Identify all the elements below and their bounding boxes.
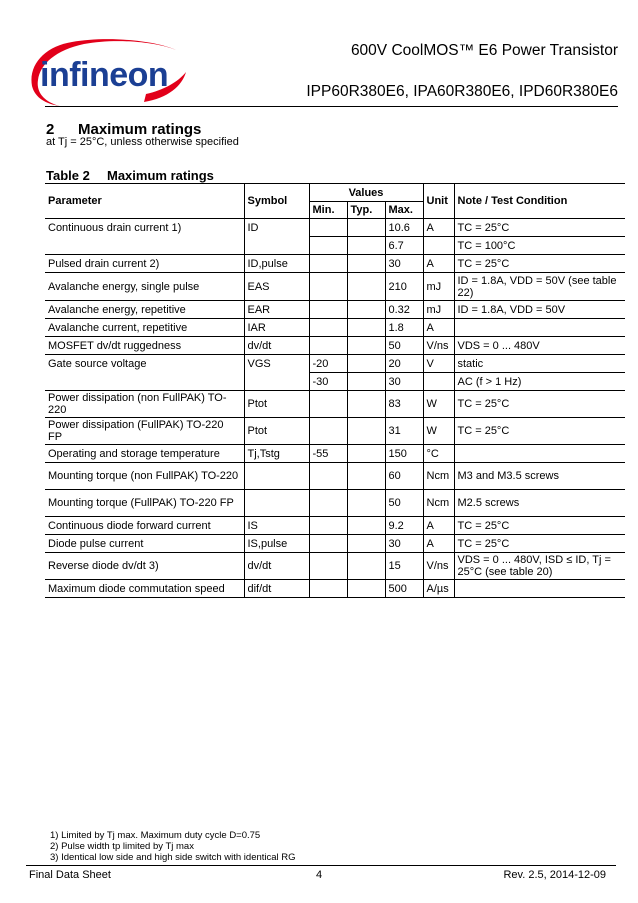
cell-max: 30 xyxy=(385,373,423,391)
cell-max: 15 xyxy=(385,553,423,580)
table-number: Table 2 xyxy=(46,168,90,183)
cell-unit: W xyxy=(423,418,454,445)
cell-max: 31 xyxy=(385,418,423,445)
table-row xyxy=(45,490,625,517)
cell-param: Gate source voltage xyxy=(48,357,147,370)
cell-max: 50 xyxy=(385,490,423,517)
cell-param: Power dissipation (FullPAK) TO-220 FP xyxy=(45,418,244,445)
cell-typ xyxy=(347,301,385,319)
logo-text: infineon xyxy=(40,56,169,94)
cell-param: Avalanche energy, repetitive xyxy=(45,301,244,319)
cell-unit: V/ns xyxy=(423,337,454,355)
cell-param: Mounting torque (non FullPAK) TO-220 xyxy=(45,463,244,490)
cell-note: TC = 25°C xyxy=(454,255,625,273)
table-row xyxy=(45,355,625,373)
cell-symbol xyxy=(244,490,309,517)
header-note: Note / Test Condition xyxy=(454,184,625,219)
cell-note: ID = 1.8A, VDD = 50V xyxy=(454,301,625,319)
footnotes xyxy=(50,830,296,863)
cell-symbol: dv/dt xyxy=(244,337,309,355)
cell-typ xyxy=(347,373,385,391)
cell-param: MOSFET dv/dt ruggedness xyxy=(45,337,244,355)
header-unit: Unit xyxy=(423,184,454,219)
footer-page-number: 4 xyxy=(316,869,323,881)
cell-min xyxy=(309,490,347,517)
cell-note xyxy=(454,580,625,598)
cell-param: Avalanche current, repetitive xyxy=(45,319,244,337)
cell-note: M2.5 screws xyxy=(454,490,625,517)
cell-symbol: IS xyxy=(244,517,309,535)
cell-param: Power dissipation (non FullPAK) TO-220 xyxy=(45,391,244,418)
cell-param: Reverse diode dv/dt 3) xyxy=(45,553,244,580)
cell-unit: mJ xyxy=(423,301,454,319)
cell-max: 0.32 xyxy=(385,301,423,319)
cell-typ xyxy=(347,535,385,553)
cell-param: Pulsed drain current 2) xyxy=(45,255,244,273)
infineon-logo xyxy=(26,36,192,110)
cell-typ xyxy=(347,255,385,273)
cell-unit: Ncm xyxy=(423,490,454,517)
cell-max: 20 xyxy=(385,355,423,373)
cell-symbol: EAR xyxy=(244,301,309,319)
cell-note: TC = 25°C xyxy=(454,391,625,418)
cell-typ xyxy=(347,463,385,490)
table-row xyxy=(45,391,625,418)
cell-unit: A/µs xyxy=(423,580,454,598)
cell-typ xyxy=(347,319,385,337)
table-row xyxy=(45,219,625,237)
maximum-ratings-table xyxy=(45,183,625,598)
cell-typ xyxy=(347,391,385,418)
cell-param: Maximum diode commutation speed xyxy=(45,580,244,598)
cell-param: Diode pulse current xyxy=(45,535,244,553)
cell-typ xyxy=(347,355,385,373)
cell-unit: V xyxy=(423,355,454,373)
footnote-3: 3) Identical low side and high side switch with identical RG xyxy=(50,852,296,863)
header-symbol: Symbol xyxy=(244,184,309,219)
cell-min xyxy=(309,391,347,418)
cell-typ xyxy=(347,517,385,535)
header-max: Max. xyxy=(385,202,423,219)
cell-max: 9.2 xyxy=(385,517,423,535)
cell-note: VDS = 0 ... 480V xyxy=(454,337,625,355)
cell-note: M3 and M3.5 screws xyxy=(454,463,625,490)
cell-unit: A xyxy=(423,219,454,237)
cell-param xyxy=(45,373,244,391)
cell-max: 500 xyxy=(385,580,423,598)
cell-param xyxy=(45,237,244,255)
cell-typ xyxy=(347,219,385,237)
cell-unit: °C xyxy=(423,445,454,463)
table-row xyxy=(45,580,625,598)
cell-typ xyxy=(347,490,385,517)
cell-note: TC = 25°C xyxy=(454,517,625,535)
cell-unit: A xyxy=(423,319,454,337)
table-row xyxy=(45,553,625,580)
table-row xyxy=(45,418,625,445)
cell-max: 210 xyxy=(385,273,423,301)
cell-typ xyxy=(347,418,385,445)
header-typ: Typ. xyxy=(347,202,385,219)
footer-doc-type: Final Data Sheet xyxy=(29,869,111,881)
cell-unit: W xyxy=(423,391,454,418)
cell-symbol: EAS xyxy=(244,273,309,301)
cell-param: Continuous diode forward current xyxy=(45,517,244,535)
header-min: Min. xyxy=(309,202,347,219)
table-row xyxy=(45,463,625,490)
cell-min xyxy=(309,553,347,580)
cell-param: Mounting torque (FullPAK) TO-220 FP xyxy=(45,490,244,517)
section-title: Maximum ratings xyxy=(78,121,202,138)
cell-unit: A xyxy=(423,255,454,273)
table-row xyxy=(45,255,625,273)
cell-max: 30 xyxy=(385,535,423,553)
cell-unit: V/ns xyxy=(423,553,454,580)
cell-max: 10.6 xyxy=(385,219,423,237)
cell-symbol xyxy=(244,463,309,490)
header-rule xyxy=(45,106,618,107)
footer-revision: Rev. 2.5, 2014-12-09 xyxy=(503,869,606,881)
part-numbers: IPP60R380E6, IPA60R380E6, IPD60R380E6 xyxy=(306,83,618,100)
cell-note: TC = 25°C xyxy=(454,535,625,553)
cell-symbol: dv/dt xyxy=(244,553,309,580)
cell-note: TC = 100°C xyxy=(454,237,625,255)
cell-note: TC = 25°C xyxy=(454,418,625,445)
cell-min xyxy=(309,463,347,490)
cell-symbol xyxy=(244,237,309,255)
cell-min xyxy=(309,301,347,319)
cell-param: Avalanche energy, single pulse xyxy=(45,273,244,301)
cell-min xyxy=(309,319,347,337)
table-row xyxy=(45,237,625,255)
cell-note: AC (f > 1 Hz) xyxy=(454,373,625,391)
cell-typ xyxy=(347,553,385,580)
table-row xyxy=(45,301,625,319)
cell-symbol xyxy=(244,373,309,391)
table-body xyxy=(45,219,625,598)
cell-symbol: Tj,Tstg xyxy=(244,445,309,463)
table-row xyxy=(45,373,625,391)
cell-unit xyxy=(423,373,454,391)
cell-min: -20 xyxy=(309,355,347,373)
cell-typ xyxy=(347,337,385,355)
footnote-1: 1) Limited by Tj max. Maximum duty cycle D=0.75 xyxy=(50,830,261,841)
cell-param: Operating and storage temperature xyxy=(45,445,244,463)
footer-rule xyxy=(26,865,616,866)
cell-max: 83 xyxy=(385,391,423,418)
cell-max: 50 xyxy=(385,337,423,355)
cell-symbol: Ptot xyxy=(244,391,309,418)
product-title: 600V CoolMOS™ E6 Power Transistor xyxy=(350,42,618,59)
header-values: Values xyxy=(309,184,423,202)
cell-symbol: ID,pulse xyxy=(244,255,309,273)
cell-min xyxy=(309,580,347,598)
cell-symbol: IAR xyxy=(244,319,309,337)
cell-typ xyxy=(347,580,385,598)
cell-min xyxy=(309,418,347,445)
cell-symbol: VGS xyxy=(244,355,309,373)
table-row xyxy=(45,535,625,553)
cell-unit: A xyxy=(423,535,454,553)
header-parameter: Parameter xyxy=(45,184,244,219)
cell-unit xyxy=(423,237,454,255)
cell-min xyxy=(309,273,347,301)
cell-min: -30 xyxy=(309,373,347,391)
cell-symbol: IS,pulse xyxy=(244,535,309,553)
cell-note: ID = 1.8A, VDD = 50V (see table 22) xyxy=(454,273,625,301)
footnote-2: 2) Pulse width tp limited by Tj max xyxy=(50,841,194,852)
table-title: Maximum ratings xyxy=(107,168,214,183)
table-row xyxy=(45,273,625,301)
cell-min xyxy=(309,219,347,237)
cell-unit: Ncm xyxy=(423,463,454,490)
section-number: 2 xyxy=(46,121,55,138)
cell-param: Continuous drain current 1) xyxy=(48,221,182,234)
table-row xyxy=(45,319,625,337)
section-subtitle: at Tj = 25°C, unless otherwise specified xyxy=(46,136,239,148)
cell-min xyxy=(309,535,347,553)
cell-typ xyxy=(347,445,385,463)
cell-min xyxy=(309,517,347,535)
cell-min xyxy=(309,237,347,255)
cell-min xyxy=(309,337,347,355)
cell-max: 1.8 xyxy=(385,319,423,337)
cell-unit: A xyxy=(423,517,454,535)
cell-note xyxy=(454,445,625,463)
cell-typ xyxy=(347,237,385,255)
cell-symbol: Ptot xyxy=(244,418,309,445)
table-row xyxy=(45,517,625,535)
table-row xyxy=(45,445,625,463)
cell-unit: mJ xyxy=(423,273,454,301)
cell-note xyxy=(454,319,625,337)
table-row xyxy=(45,337,625,355)
cell-symbol: ID xyxy=(244,219,309,237)
cell-max: 30 xyxy=(385,255,423,273)
cell-min: -55 xyxy=(309,445,347,463)
cell-max: 150 xyxy=(385,445,423,463)
cell-note: TC = 25°C xyxy=(454,219,625,237)
cell-max: 60 xyxy=(385,463,423,490)
cell-note: VDS = 0 ... 480V, ISD ≤ ID, Tj = 25°C (see table 20) xyxy=(454,553,625,580)
cell-max: 6.7 xyxy=(385,237,423,255)
cell-symbol: dif/dt xyxy=(244,580,309,598)
cell-note: static xyxy=(454,355,625,373)
cell-typ xyxy=(347,273,385,301)
cell-min xyxy=(309,255,347,273)
